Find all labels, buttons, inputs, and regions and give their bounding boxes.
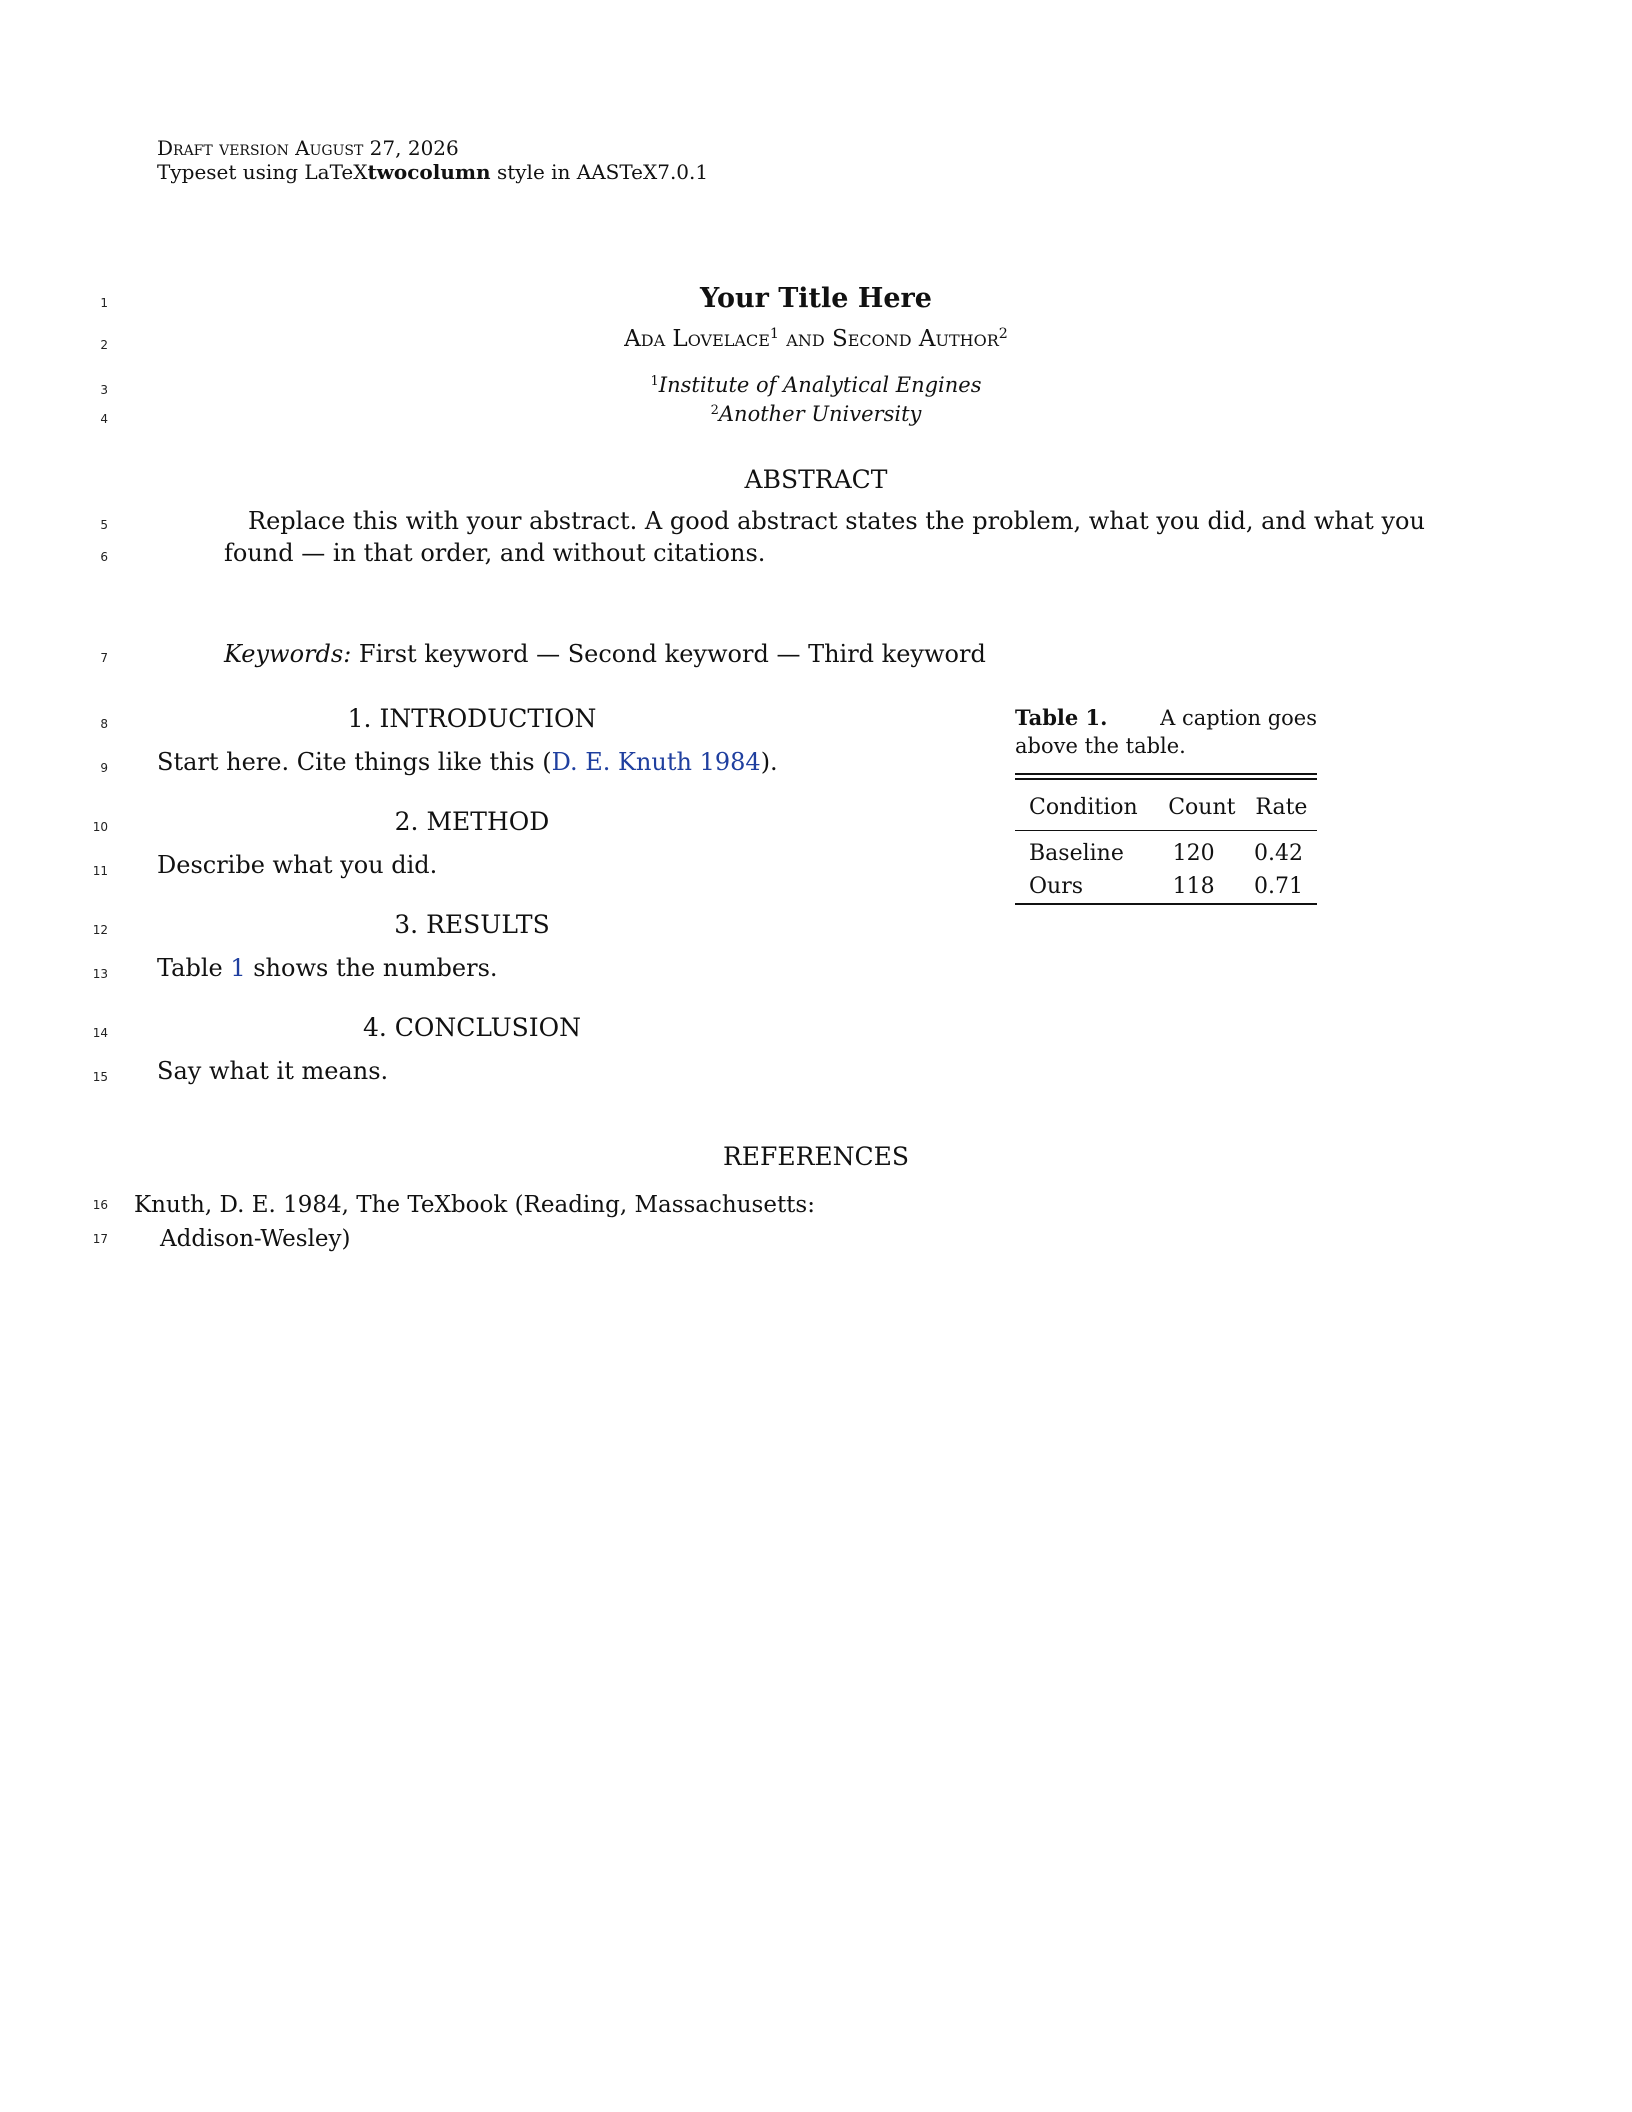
section-heading: 2. METHOD [394, 807, 550, 836]
table-cell: Ours [1029, 874, 1084, 899]
typeset-style: twocolumn [367, 160, 491, 184]
latex-logo: LaTeX [304, 160, 368, 184]
caption-label: Table 1. [1015, 705, 1108, 730]
table-mid-rule [1015, 830, 1317, 831]
body-text: Start here. Cite things like this ( [157, 748, 552, 776]
body-text: shows the numbers. [245, 954, 498, 982]
keywords-text: First keyword — Second keyword — Third keyword [351, 640, 986, 668]
caption-text: A caption goes [1160, 706, 1317, 730]
author-second-affil: 2 [998, 326, 1008, 343]
column-header: Count [1168, 794, 1236, 820]
table-top-rule [1015, 778, 1317, 780]
line-number: 11 [92, 864, 108, 878]
body-text: Table [157, 954, 231, 982]
table-rows [1015, 837, 1317, 903]
affiliation-name: Institute of Analytical Engines [658, 373, 982, 397]
table-row [1015, 837, 1317, 870]
table-cell: 118 [1172, 874, 1215, 899]
column-header: Condition [1029, 794, 1138, 820]
line-number: 17 [92, 1232, 108, 1246]
line-number: 1 [100, 296, 108, 310]
section-body: Say what it means. [157, 1057, 389, 1085]
line-number: 12 [92, 923, 108, 937]
table-top-rule [1015, 773, 1317, 775]
line-number: 2 [100, 338, 108, 352]
typeset-prefix: Typeset using [157, 160, 305, 184]
caption-line: above the table. [1015, 734, 1186, 758]
line-number: 9 [100, 761, 108, 775]
references-heading: REFERENCES [722, 1142, 910, 1171]
column-header: Rate [1255, 794, 1308, 820]
table-cell: 120 [1172, 841, 1215, 866]
author-first-affil: 1 [769, 326, 779, 343]
line-number: 10 [92, 820, 108, 834]
affiliation-marker: 2 [710, 402, 719, 418]
reference-continuation: Addison-Wesley) [160, 1226, 351, 1252]
table-bottom-rule [1015, 903, 1317, 905]
abstract-line: Replace this with your abstract. A good abstract states the problem, what you did, and what you [248, 507, 1425, 535]
data-table [1015, 773, 1317, 905]
paper-title: Your Title Here [700, 283, 932, 314]
line-number: 8 [100, 717, 108, 731]
author-list [0, 326, 1632, 352]
table-cell: Baseline [1029, 841, 1124, 866]
line-number: 5 [100, 518, 108, 532]
keywords-label: Keywords: [224, 640, 352, 668]
line-number: 16 [92, 1198, 108, 1212]
affiliation-name: Another University [718, 402, 922, 426]
line-number: 13 [92, 967, 108, 981]
line-number: 14 [92, 1026, 108, 1040]
section-heading: 4. CONCLUSION [362, 1013, 582, 1042]
section-body: Describe what you did. [157, 851, 438, 879]
author-first: Ada Lovelace [624, 326, 770, 352]
line-number: 7 [100, 651, 108, 665]
reference-entry [134, 1192, 815, 1218]
section-body [157, 954, 498, 982]
citation-link[interactable]: D. E. Knuth 1984 [551, 748, 761, 776]
keywords [224, 640, 986, 668]
caption-line [1015, 704, 1317, 732]
draft-version: Draft version August 27, 2026 [157, 136, 459, 160]
table-row [1015, 870, 1317, 903]
affiliation [0, 402, 1632, 426]
affiliation-marker: 1 [650, 373, 659, 389]
tex-logo: TeX [407, 1192, 451, 1218]
author-conj: and [778, 326, 832, 352]
section-heading: 1. INTRODUCTION [347, 704, 597, 733]
line-number: 6 [100, 550, 108, 564]
line-number: 4 [100, 412, 108, 426]
abstract-heading: ABSTRACT [744, 465, 888, 494]
author-second: Second Author [831, 326, 999, 352]
table-cell: 0.71 [1254, 874, 1303, 899]
reference-text: book (Reading, Massachusetts: [450, 1192, 815, 1218]
table-body [1015, 792, 1317, 822]
body-text: ). [760, 748, 778, 776]
section-heading: 3. RESULTS [394, 910, 550, 939]
section-body [157, 748, 778, 776]
table-ref-link[interactable]: 1 [230, 954, 246, 982]
table-cell: 0.42 [1254, 841, 1303, 866]
reference-text: Knuth, D. E. 1984, The [134, 1192, 408, 1218]
line-number: 3 [100, 383, 108, 397]
table-header-row [1015, 792, 1317, 822]
typeset-suffix: style in AASTeX7.0.1 [490, 160, 709, 184]
table-caption [1015, 704, 1317, 760]
line-number: 15 [92, 1070, 108, 1084]
typeset-note [157, 160, 708, 184]
abstract-line: found — in that order, and without citations. [224, 539, 766, 567]
affiliation [0, 373, 1632, 397]
